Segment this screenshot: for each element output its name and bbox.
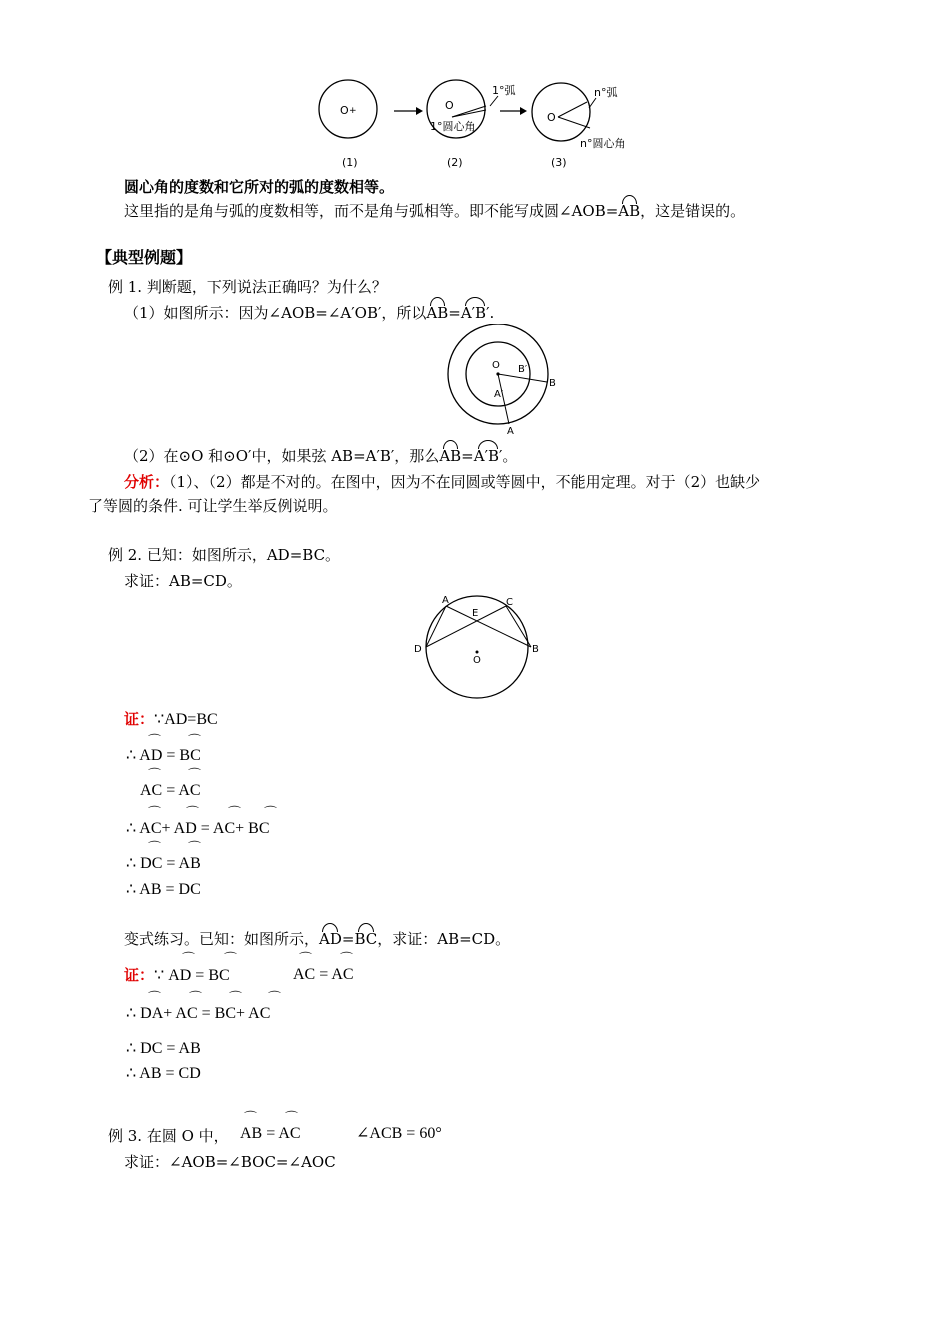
ex1-item1-eq: =	[448, 304, 461, 322]
ex2-proof-label: 证：	[124, 710, 155, 728]
variant-title-text-a: 变式练习。已知：如图所示，	[124, 930, 320, 948]
arc-mark: ⌒	[189, 991, 203, 1006]
analysis-text: （1）、（2）都是不对的。在图中，因为不在同圆或等圆中，不能用定理。对于（2）也缺少	[169, 473, 761, 491]
variant-title	[124, 929, 510, 949]
arc-mark: ⌒	[148, 734, 162, 749]
variant-proof-line1	[124, 965, 230, 986]
arc-mark: ⌒	[299, 952, 313, 967]
ex1-fig-b1-label: B′	[518, 364, 528, 375]
variant-proof-line4: ∴ AB = CD	[126, 1065, 201, 1082]
ex1-analysis-cont: 了等圆的条件. 可让学生举反例说明。	[88, 497, 338, 515]
ex1-item1	[124, 303, 494, 323]
ex3-angle: ∠ACB = 60°	[356, 1125, 442, 1142]
analysis-label: 分析：	[124, 473, 170, 491]
variant-proof-line3: ∴ DC = AB	[126, 1040, 201, 1057]
ex3-title	[108, 1126, 229, 1146]
arc-mark: ⌒	[148, 991, 162, 1006]
arc-mark: ⌒	[340, 952, 354, 967]
intro-note	[124, 201, 745, 221]
arc-mark: ⌒	[224, 952, 238, 967]
arc-mark: ⌒	[182, 952, 196, 967]
arc-mark: ⌒	[188, 734, 202, 749]
arc-mark: ⌒	[148, 768, 162, 783]
ex2-proof-line3: AC = AC	[140, 782, 201, 799]
ex1-item1-end: .	[489, 304, 495, 322]
arc-mark: ⌒	[268, 991, 282, 1006]
ex3-arc-equality: AB = AC	[240, 1125, 301, 1142]
fig1-center-label-1: O	[340, 104, 349, 117]
arc-mark: ⌒	[285, 1111, 299, 1126]
ex1-item2-end: 。	[502, 447, 518, 465]
ex1-item1-arc-a1b1: A′B′	[460, 304, 490, 322]
intro-arc-ab: AB	[618, 202, 641, 220]
ex2-proof-line1	[124, 709, 218, 730]
ex1-item2	[124, 446, 517, 466]
variant-proof-given-b: AC = AC	[293, 966, 354, 983]
arc-mark: ⌒	[264, 806, 278, 821]
ex2-fig-b-label: B	[532, 644, 539, 655]
ex2-fig-c-label: C	[506, 597, 513, 608]
ex2-proof-line5: ∴ DC = AB	[126, 855, 201, 872]
fig1-arcn-label: n°弧	[594, 86, 618, 99]
variant-proof-given: ∵ AD = BC	[154, 967, 230, 984]
variant-eq: =	[341, 930, 355, 948]
arc-mark: ⌒	[229, 991, 243, 1006]
ex1-item2-arc-a1b1: A′B′	[473, 447, 503, 465]
ex2-prove: 求证：AB=CD。	[124, 572, 242, 590]
ex1-fig-a1-label: A′	[494, 389, 504, 400]
fig1-caption-2: (2)	[447, 156, 463, 169]
theorem-statement: 圆心角的度数和它所对的弧的度数相等。	[124, 178, 395, 196]
fig1-angle1-label: 1°圆心角	[430, 120, 476, 133]
variant-arc-bc: BC	[354, 930, 378, 948]
ex1-item1-text: （1）如图所示：因为∠AOB=∠A′OB′，所以	[124, 304, 427, 322]
arc-mark: ⌒	[188, 768, 202, 783]
intro-note-text-a: 这里指的是角与弧的度数相等，而不是角与弧相等。即不能写成圆∠AOB=	[124, 202, 619, 220]
fig1-center-label-3: O	[547, 111, 556, 124]
arc-mark: ⌒	[186, 806, 200, 821]
variant-title-text-b: ，求证：AB=CD。	[377, 930, 511, 948]
intro-note-text-b: ，这是错误的。	[640, 202, 746, 220]
arc-mark: ⌒	[148, 806, 162, 821]
fig1-anglen-label: n°圆心角	[580, 137, 626, 150]
ex1-analysis	[124, 472, 760, 492]
arc-mark: ⌒	[228, 806, 242, 821]
ex1-fig-a-label: A	[507, 426, 514, 436]
fig1-caption-1: (1)	[342, 156, 358, 169]
ex1-item1-arc-ab: AB	[426, 304, 449, 322]
ex2-proof-line6: ∴ AB = DC	[126, 881, 201, 898]
ex1-title: 例 1. 判断题，下列说法正确吗？为什么？	[108, 278, 387, 296]
ex2-figure-circle	[410, 590, 550, 702]
ex2-proof-line4: ∴ AC+ AD = AC+ BC	[126, 820, 270, 837]
ex2-fig-o-label: O	[473, 655, 481, 666]
ex1-item2-arc-ab: AB	[439, 447, 462, 465]
ex3-prove: 求证：∠AOB=∠BOC=∠AOC	[124, 1153, 336, 1171]
ex2-fig-e-label: E	[472, 608, 479, 619]
ex2-title: 例 2. 已知：如图所示，AD=BC。	[108, 546, 341, 564]
ex2-fig-a-label: A	[442, 595, 449, 606]
figure-central-angle	[310, 72, 650, 172]
ex1-item2-eq: =	[461, 447, 474, 465]
fig1-caption-3: (3)	[551, 156, 567, 169]
ex1-fig-b-label: B	[549, 378, 556, 389]
section-title: 【典型例题】	[96, 248, 193, 267]
ex1-fig-o-label: O	[492, 360, 500, 371]
arc-mark: ⌒	[244, 1111, 258, 1126]
svg-text:+: +	[349, 106, 357, 116]
variant-proof-line2: ∴ DA+ AC = BC+ AC	[126, 1005, 271, 1022]
ex2-proof-line2: ∴ AD = BC	[126, 747, 201, 764]
ex1-figure-concentric	[444, 324, 574, 436]
arc-mark: ⌒	[148, 841, 162, 856]
fig1-center-label-2: O	[445, 99, 454, 112]
variant-proof-label: 证：	[124, 966, 155, 984]
ex2-fig-d-label: D	[414, 644, 422, 655]
ex1-item2-text: （2）在⊙O 和⊙O′中，如果弦 AB=A′B′，那么	[124, 447, 440, 465]
ex2-proof-given: ∵AD=BC	[154, 711, 218, 728]
variant-arc-ad: AD	[319, 930, 342, 948]
arc-mark: ⌒	[188, 841, 202, 856]
fig1-arc1-label: 1°弧	[492, 84, 516, 97]
ex3-title-text: 例 3. 在圆 O 中，	[108, 1127, 229, 1145]
